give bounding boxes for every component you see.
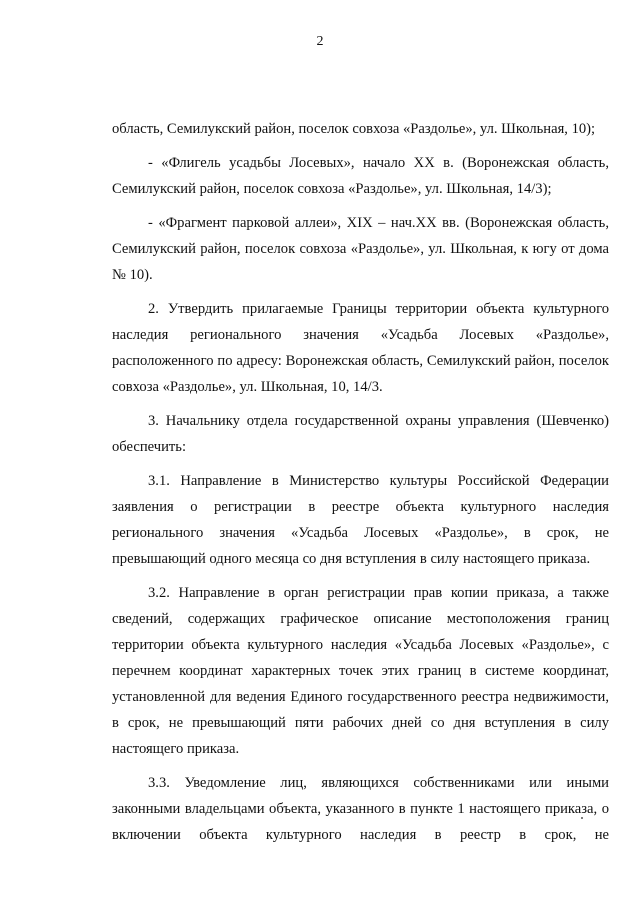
- paragraph-list-item-alley: - «Фрагмент парковой аллеи», XIX – нач.XX вв. (Воронежская область, Семилукский район, поселок совхоза «Раздолье», ул. Школьная, к югу от дома № 10).: [112, 215, 609, 283]
- paragraph-item-3-3: 3.3. Уведомление лиц, являющихся собственниками или иными законными владельцами объекта, указанного в пункте 1 настоящего приказа, о включении объекта культурного наследия в реестр в срок, не: [112, 775, 609, 843]
- scan-speck: [581, 817, 583, 819]
- paragraph-item-3-2: 3.2. Направление в орган регистрации прав копии приказа, а также сведений, содержащих графическое описание местоположения границ территории объекта культурного наследия «Усадьба Лосевых «Раздолье», с перечнем координат характерных точек этих границ в системе координат, установленной для ведения Единого государственного реестра недвижимости, в срок, не превышающий пяти рабочих дней со дня вступления в силу настоящего приказа.: [112, 585, 609, 757]
- paragraph-item-3-1: 3.1. Направление в Министерство культуры Российской Федерации заявления о регистрации в реестре объекта культурного наследия регионального значения «Усадьба Лосевых «Раздолье», в срок, не превышающий одного месяца со дня вступления в силу настоящего приказа.: [112, 473, 609, 567]
- document-body: [112, 116, 609, 856]
- paragraph-item-2: 2. Утвердить прилагаемые Границы территории объекта культурного наследия регионального значения «Усадьба Лосевых «Раздолье», расположенного по адресу: Воронежская область, Семилукский район, поселок совхоза «Раздолье», ул. Школьная, 10, 14/3.: [112, 301, 609, 395]
- paragraph-address-continuation: область, Семилукский район, поселок совхоза «Раздолье», ул. Школьная, 10);: [112, 121, 596, 137]
- paragraph-item-3: 3. Начальнику отдела государственной охраны управления (Шевченко) обеспечить:: [112, 413, 609, 455]
- page-number: 2: [316, 34, 324, 49]
- paragraph-list-item-fligel: - «Флигель усадьбы Лосевых», начало XX в. (Воронежская область, Семилукский район, поселок совхоза «Раздолье», ул. Школьная, 14/3);: [112, 155, 609, 197]
